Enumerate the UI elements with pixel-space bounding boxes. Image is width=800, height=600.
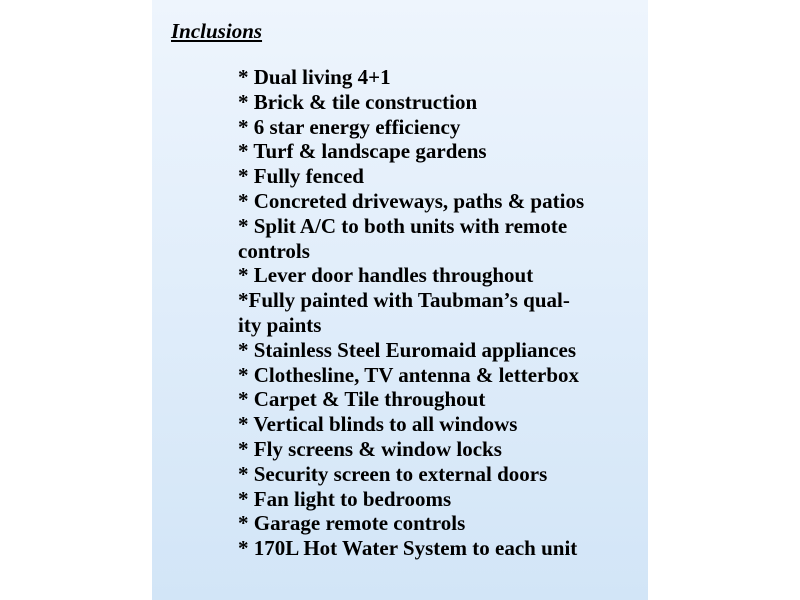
list-item: * Brick & tile construction <box>238 89 478 114</box>
list-item: * Stainless Steel Euromaid appliances <box>238 337 576 362</box>
list-item: * 170L Hot Water System to each unit <box>238 536 578 561</box>
list-item: * Split A/C to both units with remote <box>238 213 568 238</box>
list-item: * Fully fenced <box>238 164 364 189</box>
list-item: *Fully painted with Taubman’s qual- <box>238 288 570 313</box>
list-item: * Vertical blinds to all windows <box>238 412 518 437</box>
list-item: * Security screen to external doors <box>238 461 548 486</box>
document-page <box>152 0 648 600</box>
list-item-continuation: ity paints <box>238 312 322 337</box>
list-item: * Carpet & Tile throughout <box>238 387 486 412</box>
list-item: * 6 star energy efficiency <box>238 114 461 139</box>
list-item: * Turf & landscape gardens <box>238 139 487 164</box>
list-item: * Clothesline, TV antenna & letterbox <box>238 362 580 387</box>
list-item: * Fan light to bedrooms <box>238 486 452 511</box>
list-item: * Dual living 4+1 <box>238 65 391 89</box>
inclusions-heading: Inclusions <box>171 19 263 43</box>
list-item: * Lever door handles throughout <box>238 263 534 288</box>
list-item: * Concreted driveways, paths & patios <box>238 188 585 213</box>
list-item: * Fly screens & window locks <box>238 436 502 461</box>
list-item: * Garage remote controls <box>238 511 466 536</box>
list-item-continuation: controls <box>238 238 310 263</box>
inclusions-list <box>238 65 584 561</box>
